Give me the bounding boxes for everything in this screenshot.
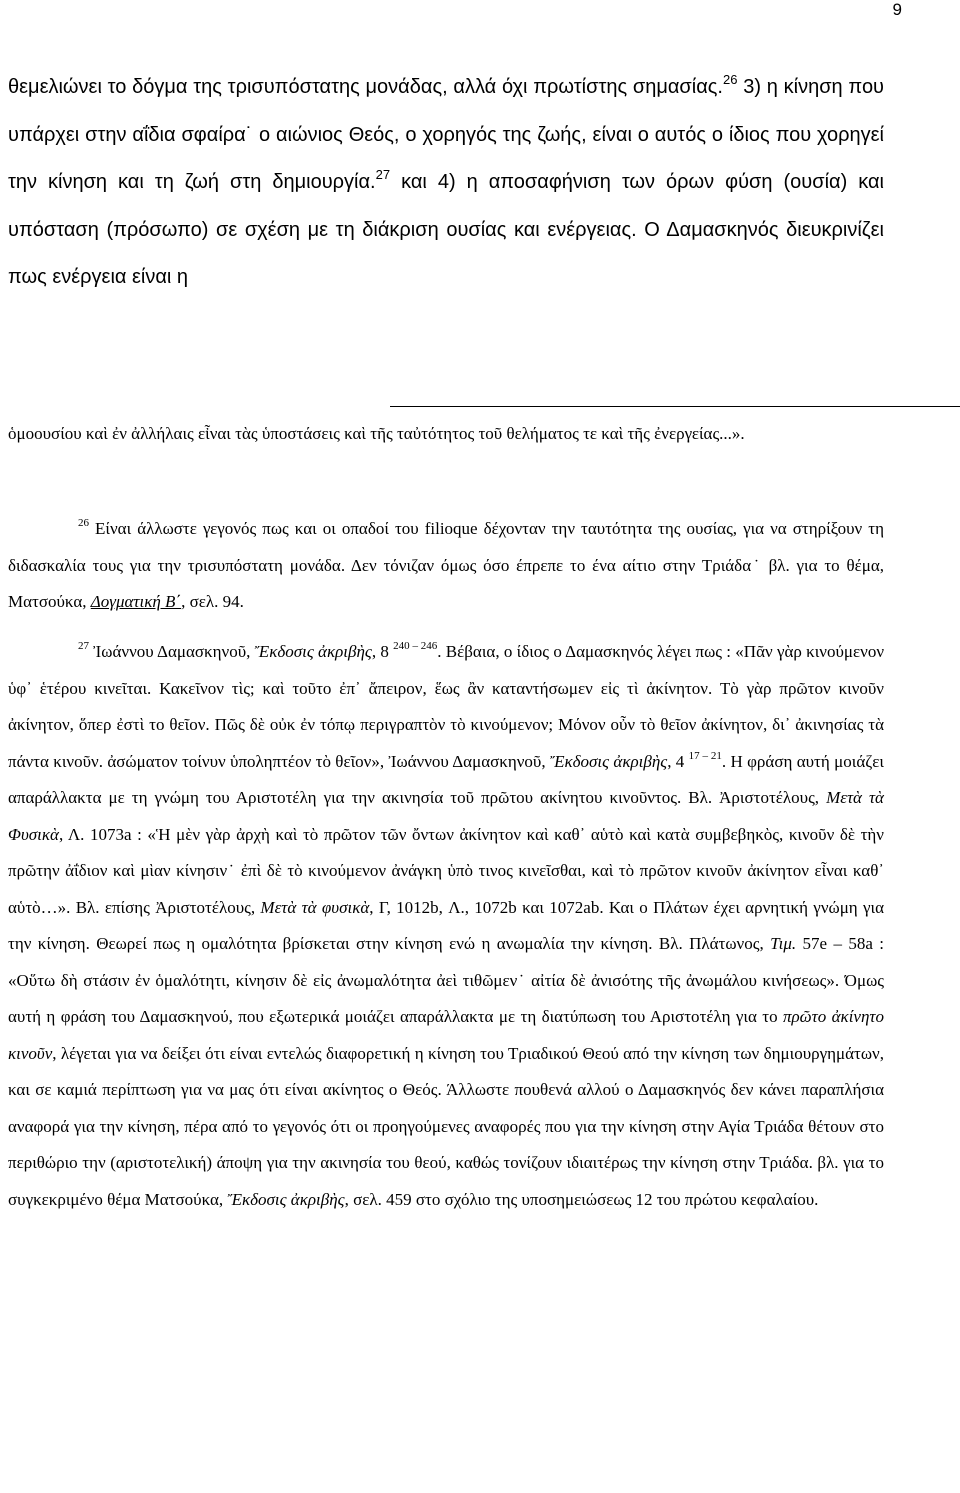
page-number: 9	[892, 0, 902, 19]
body-text-a: θεμελιώνει το δόγμα της τρισυπόστατης μονάδας, αλλά όχι πρωτίστης σημασίας.	[8, 76, 723, 98]
footnote-27-text-a: Ἰωάννου Δαμασκηνοῦ,	[89, 642, 255, 661]
footnote-separator	[390, 406, 960, 407]
footnote-27-title-2: Ἔκδοσις ἀκριβὴς	[549, 751, 668, 771]
footnote-ref-26[interactable]: 26	[722, 72, 738, 87]
footnote-ref-27[interactable]: 27	[375, 167, 391, 182]
footnote-27-number: 27	[78, 640, 89, 652]
footnote-27-text-f: , Λ. 1073a : «Ἡ μὲν γὰρ ἀρχὴ καὶ τὸ πρῶτον τῶν ὄντων ἀκίνητον καὶ καθ᾽ αὑτὸ καὶ κατὰ συμβεβηκὸς, κινοῦν δὲ τὴν πρῶτην ἀΐδιον καὶ μὶαν κίνησιν˙ ἐπὶ δὲ τὸ κινούμενον ἀνάγκη ὑπὸ τινος κινεῖσθαι, καὶ τὸ πρῶτον κινοῦν ἀκίνητον εἶναι καθ᾽ αὑτὸ…». Βλ. επίσης Ἀριστοτέλους,	[8, 824, 884, 917]
footnote-27-range-1: 240 – 246	[393, 640, 438, 652]
footnote-27	[8, 634, 884, 1218]
footnote-27-text-j: , λέγεται για να δείξει ότι είναι εντελώς διαφορετική η κίνηση του Τριαδικού Θεού από την κίνηση των δημιουργημάτων, και σε καμιά περίπτωση για να μας ότι είναι ακίνητος ο Θεός. Άλλωστε πουθενά αλλού ο Δαμασκηνός δεν κάνει παραπλήσια αναφορά για την κίνηση, πέρα από το γεγονός ότι οι προηγούμενες αναφορές που για την κίνηση στην Αγία Τριάδα θέτουν στο περιθώριο την (αριστοτελική) άποψη για την ακινησία του θεού, καθώς τονίζουν ιδιαιτέρως την κίνηση στην Τριάδα. βλ. για το συγκεκριμένο θέμα Ματσούκα,	[8, 1043, 884, 1209]
footnote-26-book-title: Δογματική Β΄	[90, 592, 182, 611]
footnote-27-text-d: , 4	[667, 751, 689, 771]
footnote-27-text-h: 57e – 58a : «Οὕτω δὴ στάσιν ἐν ὁμαλότητι, κίνησιν δὲ εἰς ἀνωμαλότητα ἀεὶ τιθῶμεν˙ αἰτία δὲ ἀνισότης τῆς ἀνωμάλου κινήσεως». Όμως αυτή η φράση του Δαμασκηνού, που εξωτερικά μοιάζει απαράλλακτα με τη διατύπωση του Αριστοτέλη για το	[8, 934, 884, 1026]
footnote-27-text-c: . Βέβαια, ο ίδιος ο Δαμασκηνός λέγει πως : «Πᾶν γὰρ κινούμενον ὑφ᾽ ἑτέρου κινεῖται. Κακεῖνον τὶς; καὶ τοῦτο ἐπ᾽ ἄπειρον, ἕως ἂν καταντήσωμεν εἰς τὶ ἀκίνητον. Τὸ γὰρ πρῶτον κινοῦν ἀκίνητον, ὅπερ ἐστὶ το θεῖον. Πῶς δὲ οὐκ ἐν τόπῳ περιγραπτὸν τὸ κινούμενον; Μόνον οὖν τὸ θεῖον ἀκίνητον, δι᾽ ἀκινησίας τὰ πάντα κινοῦν. ἀσώματον τοίνυν ὑποληπτέον τὸ θεῖον», Ἰωάννου Δαμασκηνοῦ,	[8, 642, 885, 771]
body-paragraph	[8, 64, 884, 302]
footnote-27-text-g: , Γ, 1012b, Λ., 1072b και 1072ab. Και ο Πλάτων έχει αρνητική γνώμη για την κίνηση. Θεωρεί πως η ομαλότητα βρίσκεται στην κίνηση ενώ η ανωμαλία την κίνηση. Βλ. Πλάτωνος,	[8, 897, 884, 953]
footnote-27-title-7: Ἔκδοσις ἀκριβὴς	[227, 1189, 345, 1209]
footnote-27-title-5: Τιμ.	[770, 934, 797, 953]
footnote-26-number: 26	[78, 517, 89, 529]
footnote-26-text-b: , σελ. 94.	[181, 592, 244, 611]
footnote-27-text-b: , 8	[371, 642, 394, 661]
footnote-27-text-k: , σελ. 459 στο σχόλιο της υποσημειώσεως 12 του πρώτου κεφαλαίου.	[344, 1189, 819, 1209]
footnote-27-title-3: Μετὰ τὰ Φυσικὰ	[8, 788, 884, 844]
footnote-27-title-4: Μετὰ τὰ φυσικὰ	[260, 897, 370, 917]
footnote-26-text-a: Είναι άλλωστε γεγονός πως και οι οπαδοί του filioque δέχονταν την ταυτότητα της ουσίας, για να στηρίξουν τη διδασκαλία τους για την τρισυπόστατη μονάδα. Δεν τόνιζαν όμως όσο έπρεπε το ένα αίτιο στην Τριάδα˙ βλ. για το θέμα, Ματσούκα,	[8, 519, 884, 611]
footnote-continuation: ὁμοουσίου καὶ ἐν ἀλλήλαις εἶναι τὰς ὑποστάσεις καὶ τῆς ταὐτότητος τοῦ θελήματος τε καὶ τῆς ἐνεργείας...».	[8, 424, 745, 443]
footnote-27-text-e: . Η φράση αυτή μοιάζει απαράλλακτα με τη γνώμη του Αριστοτέλη για την ακινησία τοῦ πρῶτου ακίνητου κινοῦντος. Βλ. Ἀριστοτέλους,	[8, 751, 884, 807]
footnote-27-title-1: Ἔκδοσις ἀκριβὴς	[254, 642, 372, 661]
footnote-27-range-2: 17 – 21	[688, 749, 722, 762]
footnote-26	[8, 511, 884, 621]
footnote-27-title-6: πρῶτο ἀκίνητο κινοῦν	[8, 1007, 884, 1063]
body-text-c: και 4) η αποσαφήνιση των όρων φύση (ουσία) και υπόσταση (πρόσωπο) σε σχέση με τη διάκριση ουσίας και ενέργειας. Ο Δαμασκηνός διευκρινίζει πως ενέργεια είναι η	[8, 171, 884, 288]
body-text-b: 3) η κίνηση που υπάρχει στην αΐδια σφαίρα˙ ο αιώνιος Θεός, ο χορηγός της ζωής, είναι ο αυτός ο ίδιος που χορηγεί την κίνηση και τη ζωή στη δημιουργία.	[8, 76, 884, 193]
